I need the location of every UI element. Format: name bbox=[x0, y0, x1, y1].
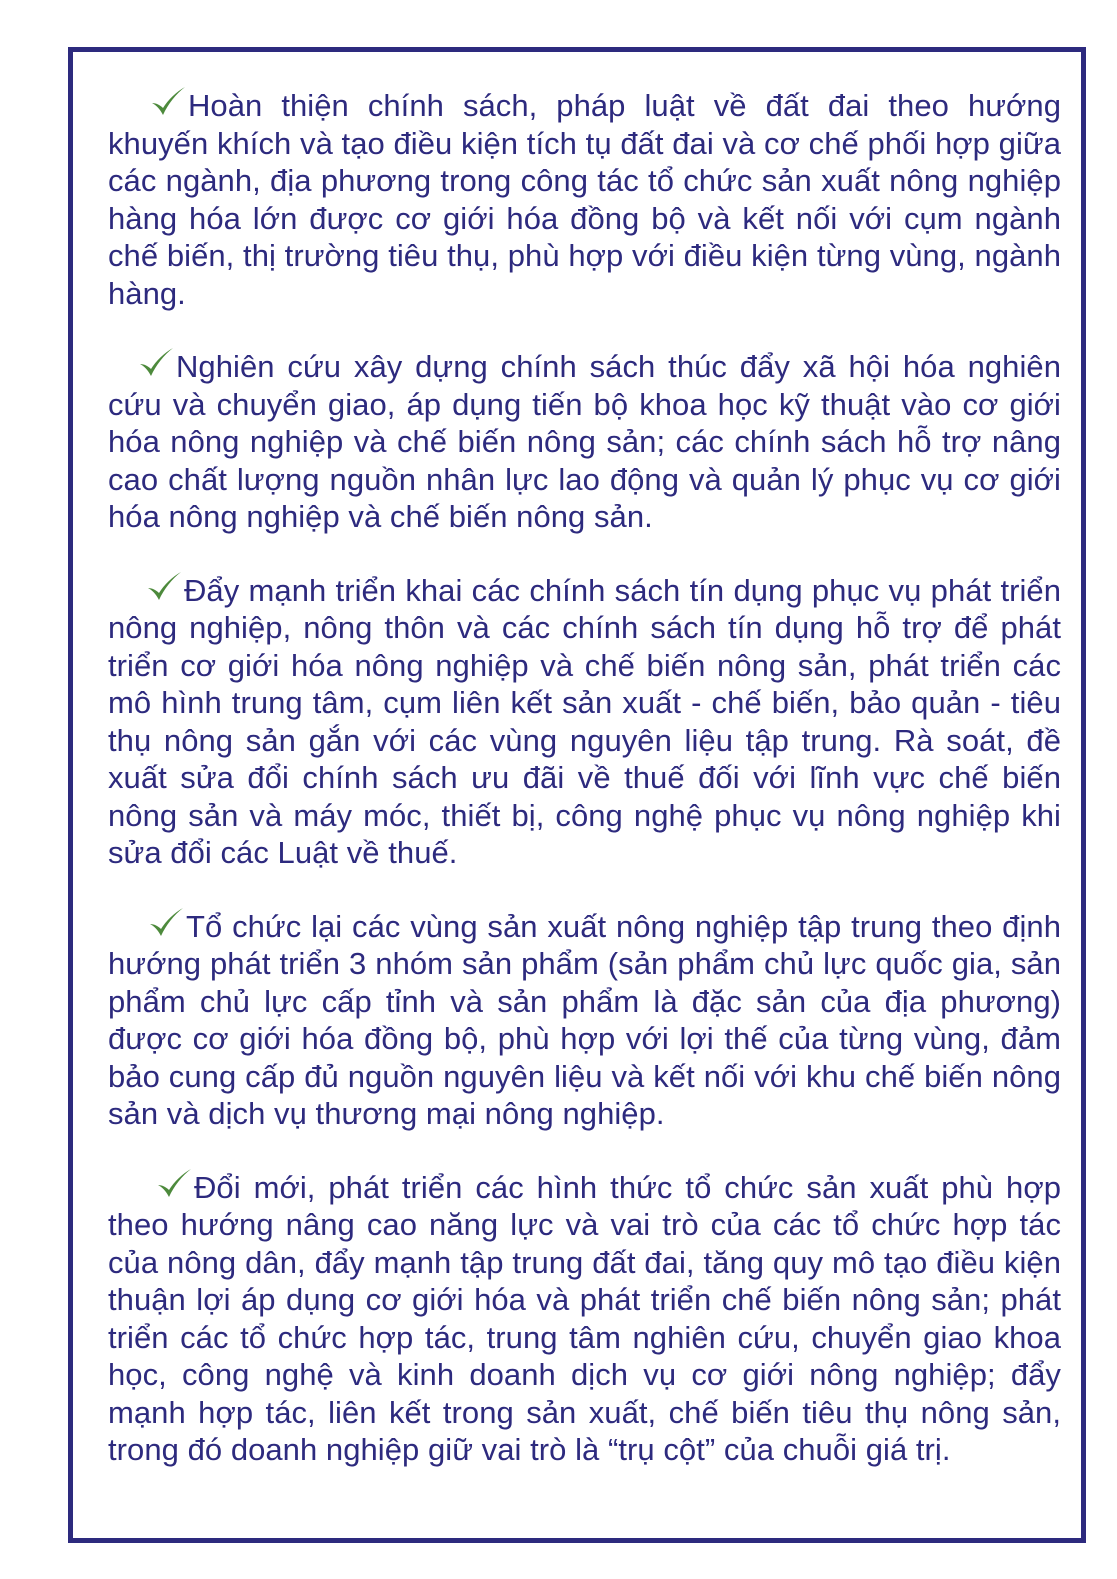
paragraph-text: Hoàn thiện chính sách, pháp luật về đất đai theo hướng khuyến khích và tạo điều kiện tích tụ đất đai và cơ chế phối hợp giữa các ngành, địa phương trong công tác tổ chức sản xuất nông nghiệp hàng hóa lớn được cơ giới hóa đồng bộ và kết nối với cụm ngành chế biến, thị trường tiêu thụ, phù hợp với điều kiện từng vùng, ngành hàng. bbox=[108, 88, 1061, 311]
check-mark-icon bbox=[156, 1168, 192, 1200]
policy-paragraph-3 bbox=[108, 571, 1061, 872]
document-body bbox=[108, 86, 1061, 1469]
check-mark-icon bbox=[138, 347, 174, 379]
check-mark-icon bbox=[146, 571, 182, 603]
check-mark-icon bbox=[148, 907, 184, 939]
check-mark-icon bbox=[150, 86, 186, 118]
paragraph-text: Đẩy mạnh triển khai các chính sách tín dụng phục vụ phát triển nông nghiệp, nông thôn và các chính sách tín dụng hỗ trợ để phát triển cơ giới hóa nông nghiệp và chế biến nông sản, phát triển các mô hình trung tâm, cụm liên kết sản xuất - chế biến, bảo quản - tiêu thụ nông sản gắn với các vùng nguyên liệu tập trung. Rà soát, đề xuất sửa đổi chính sách ưu đãi về thuế đối với lĩnh vực chế biến nông sản và máy móc, thiết bị, công nghệ phục vụ nông nghiệp khi sửa đổi các Luật về thuế. bbox=[108, 572, 1061, 870]
policy-paragraph-2 bbox=[108, 347, 1061, 536]
paragraph-text: Nghiên cứu xây dựng chính sách thúc đẩy xã hội hóa nghiên cứu và chuyển giao, áp dụng tiến bộ khoa học kỹ thuật vào cơ giới hóa nông nghiệp và chế biến nông sản; các chính sách hỗ trợ nâng cao chất lượng nguồn nhân lực lao động và quản lý phục vụ cơ giới hóa nông nghiệp và chế biến nông sản. bbox=[108, 349, 1061, 534]
paragraph-text: Đổi mới, phát triển các hình thức tổ chức sản xuất phù hợp theo hướng nâng cao năng lực và vai trò của các tổ chức hợp tác của nông dân, đẩy mạnh tập trung đất đai, tăng quy mô tạo điều kiện thuận lợi áp dụng cơ giới hóa và phát triển chế biến nông sản; phát triển các tổ chức hợp tác, trung tâm nghiên cứu, chuyển giao khoa học, công nghệ và kinh doanh dịch vụ cơ giới nông nghiệp; đẩy mạnh hợp tác, liên kết trong sản xuất, chế biến tiêu thụ nông sản, trong đó doanh nghiệp giữ vai trò là “trụ cột” của chuỗi giá trị. bbox=[108, 1169, 1061, 1467]
paragraph-text: Tổ chức lại các vùng sản xuất nông nghiệp tập trung theo định hướng phát triển 3 nhóm sản phẩm (sản phẩm chủ lực quốc gia, sản phẩm chủ lực cấp tỉnh và sản phẩm là đặc sản của địa phương) được cơ giới hóa đồng bộ, phù hợp với lợi thế của từng vùng, đảm bảo cung cấp đủ nguồn nguyên liệu và kết nối với khu chế biến nông sản và dịch vụ thương mại nông nghiệp. bbox=[108, 908, 1061, 1131]
policy-paragraph-1 bbox=[108, 86, 1061, 312]
policy-paragraph-4 bbox=[108, 907, 1061, 1133]
policy-paragraph-5 bbox=[108, 1168, 1061, 1469]
